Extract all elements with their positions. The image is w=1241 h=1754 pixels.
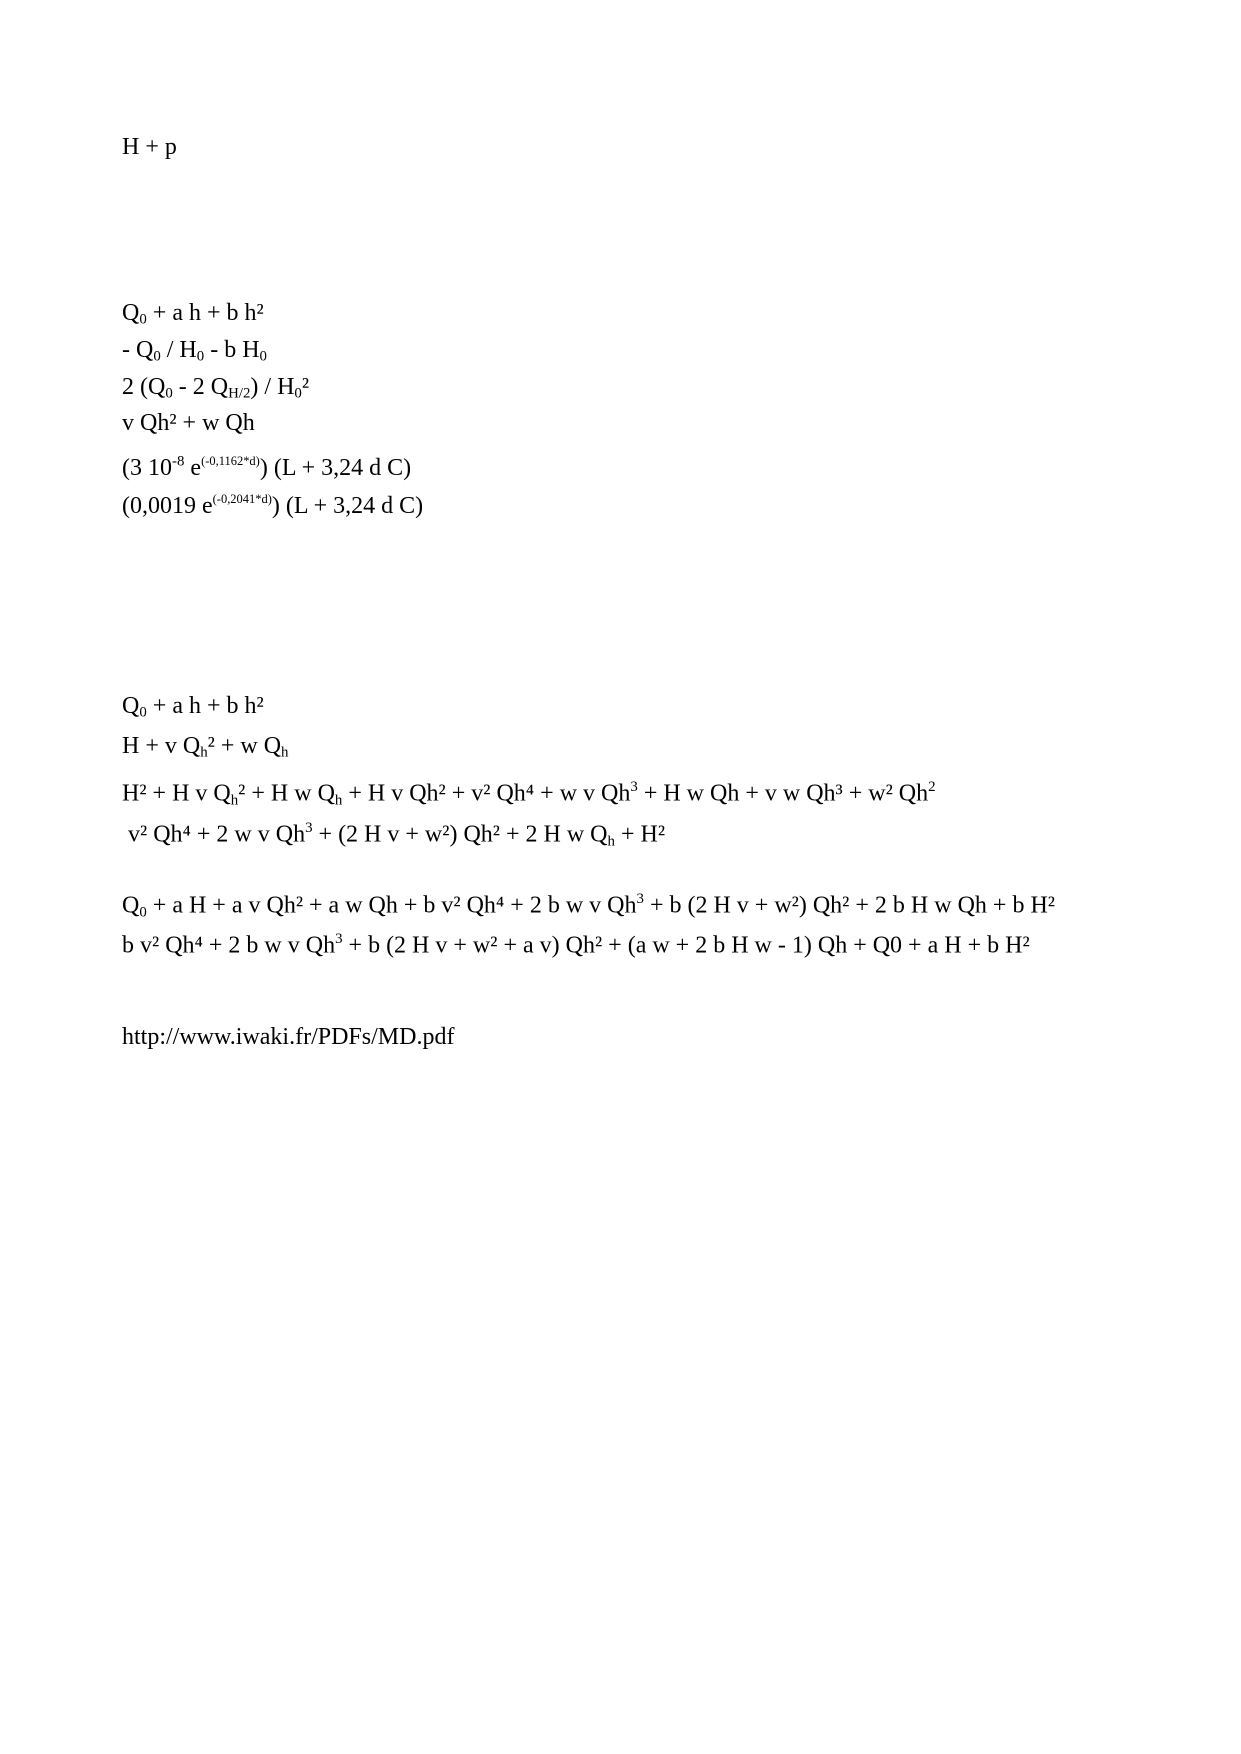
formula-polynomial-in-qh: b v² Qh⁴ + 2 b w v $Qh^3 + b$ (2 H v + w² + a v) Qh² + (a w + 2 b H w - 1) Qh + Q0 + a H + b H² xyxy=(122,931,1030,959)
formula-v-coefficient: (3 $10^{-8}$ $e^{(-0,1162*d)}$) (L + 3,24 d C) xyxy=(122,453,412,481)
formula-h-substitution: H + v Qh² + w Qh xyxy=(122,733,289,761)
formula-head-loss: v Qh² + w Qh xyxy=(122,410,255,436)
formula-coefficient-b: 2 (Q0 - 2 QH/2) / H0² xyxy=(122,374,310,402)
reference-url: http://www.iwaki.fr/PDFs/MD.pdf xyxy=(122,1024,455,1050)
formula-h-plus-p: H + p xyxy=(122,134,177,160)
formula-h-squared-simplified: v² Qh⁴ + 2 w v $Qh^3 + (2$ H v + w²) Qh² + 2 H w Qh + H² xyxy=(128,820,666,850)
formula-coefficient-a: - Q0 / H0 - b H0 xyxy=(122,337,267,365)
formula-h-squared-expansion: H² + H v Qh² + H w Qh + H v Qh² + v² Qh⁴ + w v $Qh^3 + H$ w Qh + v w Qh³ + w² Qh$^2$ xyxy=(122,779,936,809)
formula-w-coefficient: (0,0019 $e^{(-0,2041*d)}$) (L + 3,24 d C) xyxy=(122,492,424,519)
formula-q-expanded: Q0 + a H + a v Qh² + a w Qh + b v² Qh⁴ + 2 b w v $Qh^3 + b$ (2 H v + w²) Qh² + 2 b H w Qh + b H² xyxy=(122,891,1055,921)
formula-q-of-h: Q0 + a h + b h² xyxy=(122,300,264,328)
formula-q-of-h-repeat: Q0 + a h + b h² xyxy=(122,693,264,721)
